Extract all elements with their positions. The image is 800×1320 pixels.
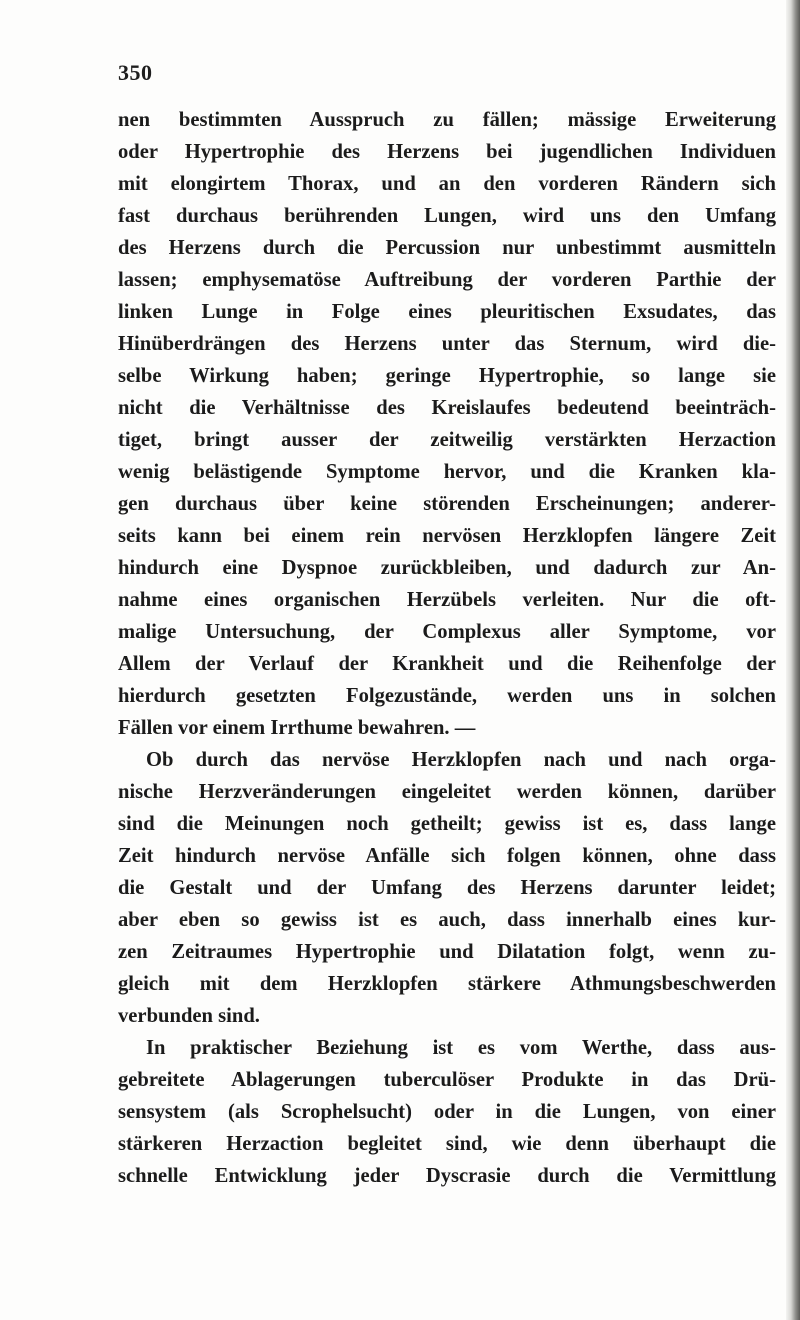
text-line: Fällen vor einem Irrthume bewahren. —	[118, 717, 476, 739]
page-number: 350	[118, 60, 153, 85]
text-line: Zeit hindurch nervöse Anfälle sich folgen können, ohne dass	[118, 845, 776, 867]
body-text	[118, 104, 776, 1192]
text-line: oder Hypertrophie des Herzens bei jugendlichen Individuen	[118, 141, 776, 163]
text-line: tiget, bringt ausser der zeitweilig verstärkten Herzaction	[118, 429, 776, 451]
text-line: nische Herzveränderungen eingeleitet werden können, darüber	[118, 781, 776, 803]
text-line: des Herzens durch die Percussion nur unbestimmt ausmitteln	[118, 237, 776, 259]
text-line: gen durchaus über keine störenden Erscheinungen; anderer-	[118, 493, 776, 515]
page-edge-shadow	[786, 0, 800, 1320]
text-line: schnelle Entwicklung jeder Dyscrasie durch die Vermittlung	[118, 1165, 776, 1187]
text-line: stärkeren Herzaction begleitet sind, wie denn überhaupt die	[118, 1133, 776, 1155]
text-line: selbe Wirkung haben; geringe Hypertrophie, so lange sie	[118, 365, 776, 387]
text-line: sind die Meinungen noch getheilt; gewiss ist es, dass lange	[118, 813, 776, 835]
text-line: In praktischer Beziehung ist es vom Werthe, dass aus-	[146, 1037, 776, 1059]
text-line: zen Zeitraumes Hypertrophie und Dilatation folgt, wenn zu-	[118, 941, 776, 963]
text-line: mit elongirtem Thorax, und an den vorderen Rändern sich	[118, 173, 776, 195]
text-line: malige Untersuchung, der Complexus aller Symptome, vor	[118, 621, 776, 643]
text-line: nicht die Verhältnisse des Kreislaufes bedeutend beeinträch-	[118, 397, 776, 419]
text-line: gebreitete Ablagerungen tuberculöser Produkte in das Drü-	[118, 1069, 776, 1091]
text-line: wenig belästigende Symptome hervor, und die Kranken kla-	[118, 461, 776, 483]
text-line: linken Lunge in Folge eines pleuritischen Exsudates, das	[118, 301, 776, 323]
text-line: gleich mit dem Herzklopfen stärkere Athmungsbeschwerden	[118, 973, 776, 995]
text-line: seits kann bei einem rein nervösen Herzklopfen längere Zeit	[118, 525, 776, 547]
text-line: nen bestimmten Ausspruch zu fällen; mässige Erweiterung	[118, 109, 776, 131]
text-line: fast durchaus berührenden Lungen, wird uns den Umfang	[118, 205, 776, 227]
text-line: die Gestalt und der Umfang des Herzens darunter leidet;	[118, 877, 776, 899]
text-line: nahme eines organischen Herzübels verleiten. Nur die oft-	[118, 589, 776, 611]
text-line: hierdurch gesetzten Folgezustände, werden uns in solchen	[118, 685, 776, 707]
text-line: Hinüberdrängen des Herzens unter das Sternum, wird die-	[118, 333, 776, 355]
text-line: verbunden sind.	[118, 1005, 260, 1027]
text-line: hindurch eine Dyspnoe zurückbleiben, und dadurch zur An-	[118, 557, 776, 579]
text-line: Allem der Verlauf der Krankheit und die Reihenfolge der	[118, 653, 776, 675]
text-line: aber eben so gewiss ist es auch, dass innerhalb eines kur-	[118, 909, 776, 931]
text-line: lassen; emphysematöse Auftreibung der vorderen Parthie der	[118, 269, 776, 291]
text-line: Ob durch das nervöse Herzklopfen nach und nach orga-	[146, 749, 776, 771]
text-line: sensystem (als Scrophelsucht) oder in die Lungen, von einer	[118, 1101, 776, 1123]
